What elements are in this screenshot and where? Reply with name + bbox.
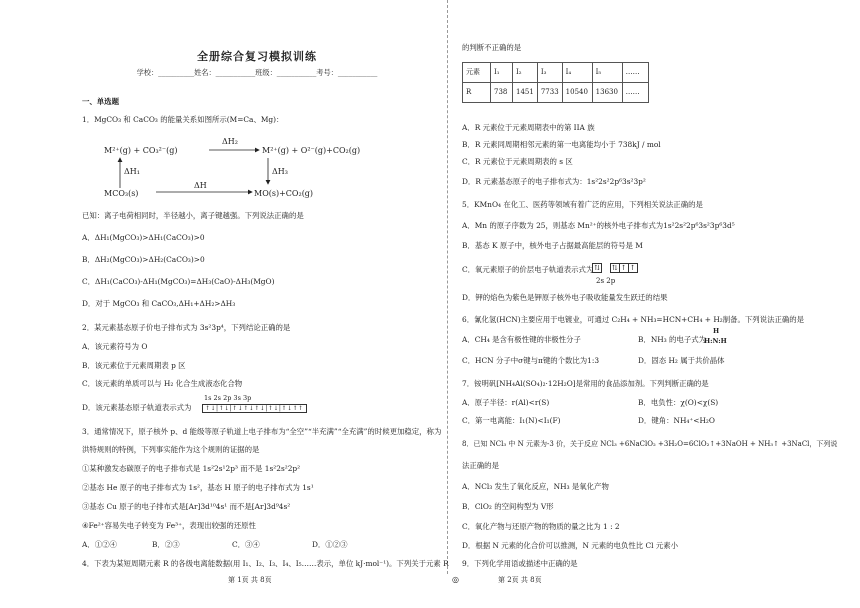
table-cell: 7733 (537, 83, 562, 103)
orbital-box: ↑ (628, 263, 638, 273)
q4-stem-continued: 的判断不正确的是 (462, 43, 522, 52)
q3-option-a: A．①②④ (82, 540, 117, 549)
q6-option-d: D．固态 H₂ 属于共价晶体 (638, 356, 725, 365)
table-cell: 13630 (592, 83, 622, 103)
orbital-box: ⇅ (610, 263, 620, 273)
table-row (463, 83, 649, 103)
q5-option-c: C．氧元素原子的价层电子轨道表示式为 (462, 265, 594, 274)
q1-energy-diagram (104, 137, 374, 202)
diagram-bottom-left: MCO₃(s) (104, 189, 139, 198)
student-info-line: 学校：__________姓名：___________班级：___________考号：___________ (136, 68, 378, 77)
q4-ionization-table (462, 62, 649, 103)
q7-option-b: B．电负性：χ(O)<χ(S) (638, 398, 719, 407)
q8-option-c: C．氧化产物与还原产物的物质的量之比为 1 : 2 (462, 522, 620, 531)
page-right-column (462, 0, 838, 608)
table-row (463, 63, 649, 83)
table-cell: I₁ (491, 63, 513, 83)
q5-orbital-diagram (592, 262, 637, 273)
table-cell: I₂ (513, 63, 538, 83)
q8-option-d: D．根据 N 元素的化合价可以推测，N 元素的电负性比 Cl 元素小 (462, 541, 679, 550)
q6-nh3-formula: H:N:H (704, 337, 727, 345)
q5-option-b: B．基态 K 原子中，核外电子占据最高能层的符号是 M (462, 241, 643, 250)
q4-option-d: D．R 元素基态原子的电子排布式为：1s²2s²2p⁶3s²3p² (462, 177, 646, 186)
q3-options (82, 541, 348, 550)
q7-option-c: C．第一电离能：I₁(N)<I₁(F) (462, 416, 561, 425)
footer-right-page: 第 2页 共 8页 (498, 576, 542, 584)
diagram-top-left: M²⁺(g) + CO₃²⁻(g) (104, 146, 178, 155)
q8-option-b: B．ClO₂ 的空间构型为 V形 (462, 502, 554, 511)
table-cell: I₃ (537, 63, 562, 83)
diagram-dh: ΔH (194, 181, 207, 190)
q8-line1: 8．已知 NCl₃ 中 N 元素为-3 价，关于反应 NCl₃ +6NaClO₂ +3H₂O=6ClO₂↑+3NaOH + NH₃↑ +3NaCl，下列说 (462, 440, 838, 448)
table-cell: 1451 (513, 83, 538, 103)
table-cell: 738 (491, 83, 513, 103)
q2-option-a: A．该元素符号为 O (82, 342, 148, 351)
table-cell: I₅ (592, 63, 622, 83)
table-cell: …… (622, 83, 648, 103)
table-cell: 元素 (463, 63, 491, 83)
orbital-box: ⇅ (592, 263, 602, 273)
orbital-box: ↑ (619, 263, 629, 273)
q4-stem: 4．下表为某短周期元素 R 的各级电离能数据(用 I₁、I₂、I₃、I₄、I₅……表示，单位 kJ·mol⁻¹)。下列关于元素 R (82, 559, 449, 568)
diagram-dh1: ΔH₁ (124, 167, 140, 176)
diagram-top-right: M²⁺(g) + O²⁻(g)+CO₂(g) (262, 146, 361, 155)
section-heading: 一、单选题 (82, 97, 119, 106)
page-title: 全册综合复习模拟训练 (197, 50, 317, 63)
table-cell: 10540 (562, 83, 592, 103)
q3-statement-1: ①某种激发态碳原子的电子排布式是 1s²2s¹2p³ 而不是 1s²2s²2p² (82, 464, 301, 473)
q4-option-c: C．R 元素位于元素周期表的 s 区 (462, 157, 573, 166)
table-cell: I₄ (562, 63, 592, 83)
q7-stem: 7．铵明矾[NH₄Al(SO₄)₂·12H₂O]是常用的食品添加剂。下列判断正确的是 (462, 379, 709, 388)
q1-stem: 1．MgCO₃ 和 CaCO₃ 的能量关系如图所示(M=Ca、Mg)： (82, 115, 284, 124)
table-cell: R (463, 83, 491, 103)
q1-option-b: B．ΔH₂(MgCO₃)>ΔH₂(CaCO₃)>0 (82, 255, 205, 264)
q2-orbital-labels: 1s 2s 2p 3s 3p (204, 394, 252, 402)
q6-option-b: B．NH₃ 的电子式为 (638, 335, 706, 344)
q6-option-c: C．HCN 分子中σ键与π键的个数比为1:3 (462, 356, 600, 365)
q6-stem: 6．氰化氢(HCN)主要应用于电镀业，可通过 C₂H₄ + NH₃=HCN+CH₄ + H₂制备。下列说法正确的是 (462, 315, 805, 324)
q7-option-a: A．原子半径：r(Al)<r(S) (462, 398, 550, 407)
q4-option-a: A．R 元素位于元素周期表中的第 IIA 族 (462, 123, 595, 132)
q2-option-d: D．该元素基态原子轨道表示式为 (82, 403, 192, 412)
q3-option-b: B．②③ (152, 540, 180, 549)
q3-statement-4: ④Fe²⁺容易失电子转变为 Fe³⁺，表现出较强的还原性 (82, 521, 256, 530)
q5-option-d: D．钾的焰色为紫色是钾原子核外电子吸收能量发生跃迁的结果 (462, 293, 668, 302)
q3-option-c: C．③④ (232, 540, 260, 549)
q8-option-a: A．NCl₃ 发生了氧化反应，NH₃ 是氧化产物 (462, 482, 609, 491)
diagram-dh3: ΔH₃ (272, 167, 288, 176)
center-mark: ◎ (452, 575, 459, 584)
page-left-column (82, 0, 449, 608)
q3-option-d: D．①②③ (312, 540, 348, 549)
q3-line2: 洪特规则的特例，下列事实能作为这个规则的证据的是 (82, 445, 260, 454)
q6-nh3-top-h: H (713, 327, 720, 335)
q1-note: 已知：离子电荷相同时，半径越小，离子键越强。下列说法正确的是 (82, 211, 304, 220)
q7-option-d: D．键角：NH₄⁺<H₂O (638, 416, 715, 425)
footer-left-page: 第 1页 共 8页 (228, 576, 272, 584)
q2-option-b: B．该元素位于元素周期表 p 区 (82, 361, 186, 370)
q2-orbital-boxes: ↑↓|↑↓|↑↓↑↓↑↓|↑↓|↑↓↑↑ (202, 404, 307, 413)
q1-option-d: D．对于 MgCO₃ 和 CaCO₃,ΔH₁+ΔH₂>ΔH₃ (82, 299, 236, 308)
diagram-dh2: ΔH₂ (222, 137, 238, 146)
table-cell: …… (622, 63, 648, 83)
q3-line1: 3．通常情况下，原子核外 p、d 能级等原子轨道上电子排布为“全空”“半充满”“全充满”的时候更加稳定，称为 (82, 427, 442, 436)
q1-option-a: A．ΔH₁(MgCO₃)>ΔH₁(CaCO₃)>0 (82, 233, 205, 242)
q1-option-c: C．ΔH₁(CaCO₃)-ΔH₁(MgCO₃)=ΔH₃(CaO)-ΔH₃(MgO) (82, 277, 275, 286)
diagram-bottom-right: MO(s)+CO₂(g) (254, 189, 314, 198)
column-divider (447, 0, 448, 574)
q6-option-a: A．CH₄ 是含有极性键的非极性分子 (462, 335, 581, 344)
q5-option-a: A．Mn 的原子序数为 25，则基态 Mn²⁺的核外电子排布式为1s²2s²2p⁶3s²3p⁶3d⁵ (462, 221, 735, 230)
q9-stem: 9．下列化学用语或描述中正确的是 (462, 559, 578, 568)
q5-stem: 5．KMnO₄ 在化工、医药等领域有着广泛的应用，下列相关说法正确的是 (462, 200, 703, 209)
q4-option-b: B．R 元素同周期相邻元素的第一电离能均小于 738kJ / mol (462, 140, 661, 149)
q5-orbital-labels: 2s 2p (596, 277, 616, 285)
q2-option-c: C．该元素的单质可以与 H₂ 化合生成液态化合物 (82, 379, 243, 388)
q2-stem: 2．某元素基态原子价电子排布式为 3s²3p⁴，下列结论正确的是 (82, 323, 291, 332)
q3-statement-3: ③基态 Cu 原子的电子排布式是[Ar]3d¹⁰4s¹ 而不是[Ar]3d⁹4s² (82, 502, 291, 511)
q3-statement-2: ②基态 He 原子的电子排布式为 1s²，基态 H 原子的电子排布式为 1s¹ (82, 483, 314, 492)
q8-line2: 法正确的是 (462, 461, 499, 470)
